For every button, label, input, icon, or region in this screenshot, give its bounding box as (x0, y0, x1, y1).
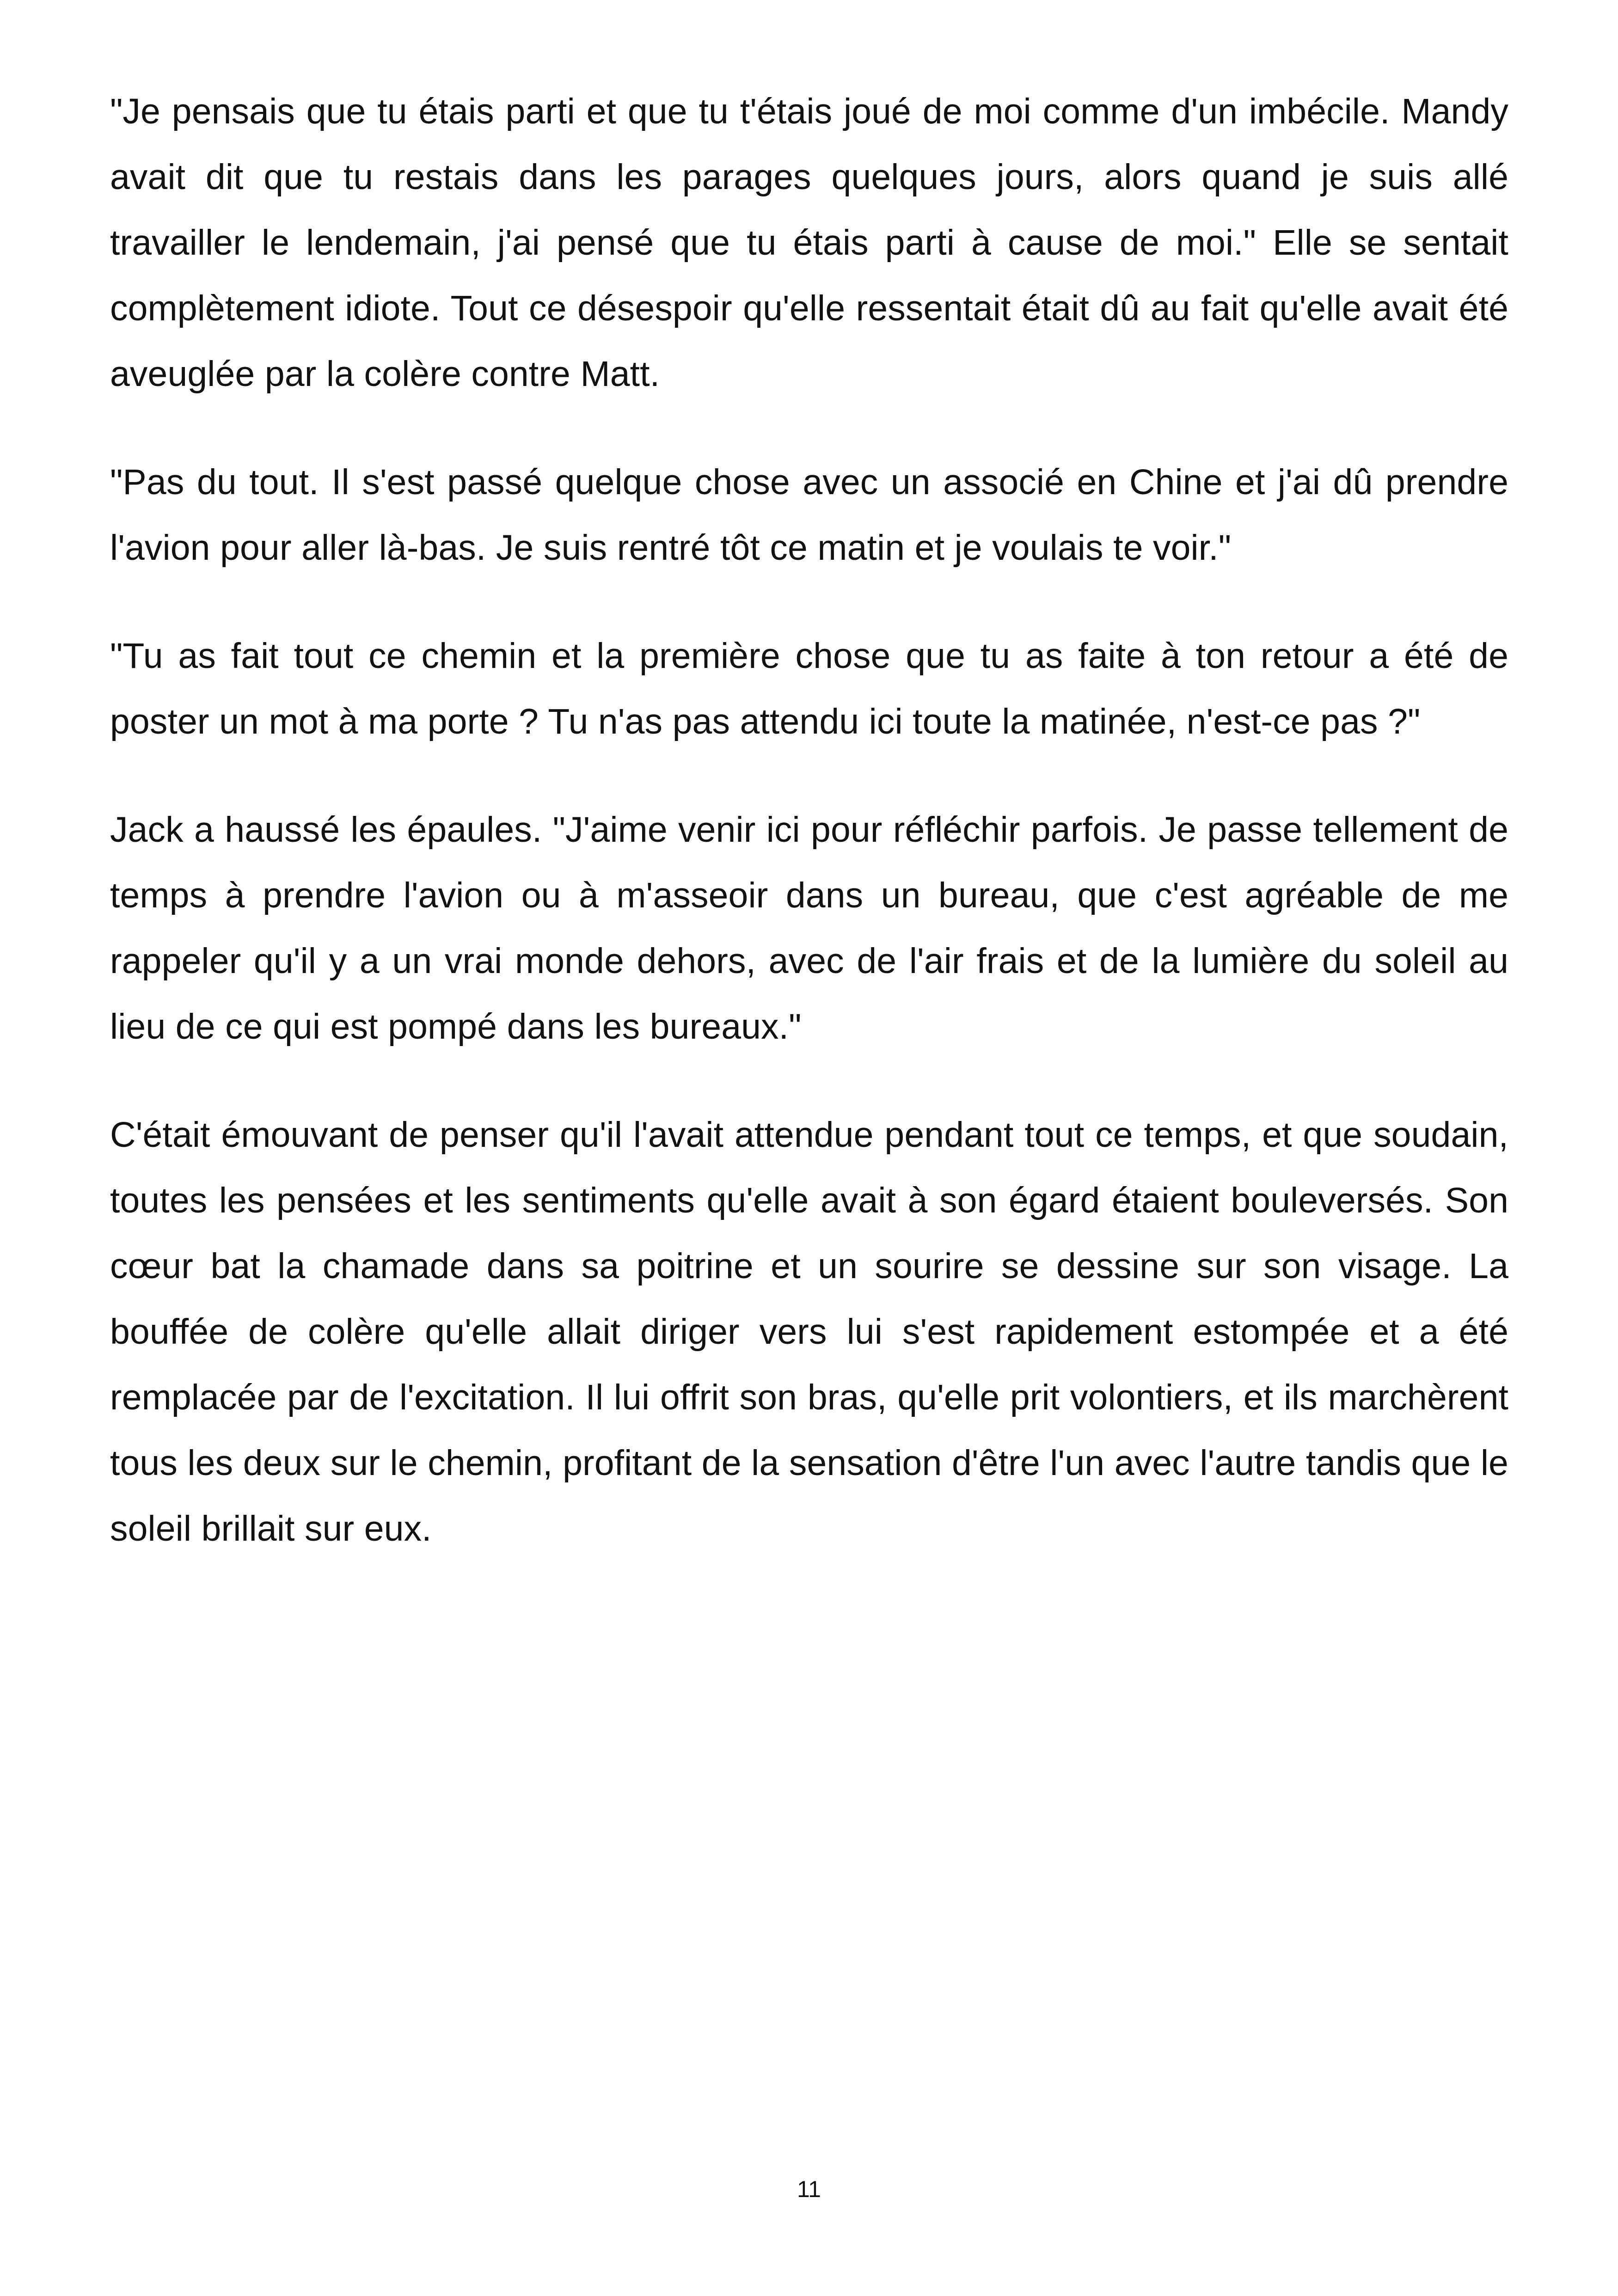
paragraph: "Je pensais que tu étais parti et que tu t'étais joué de moi comme d'un imbécile. Mandy avait dit que tu restais dans les parages quelques jours, alors quand je suis allé travailler le lendemain, j'ai pensé que tu étais parti à cause de moi." Elle se sentait complètement idiote. Tout ce désespoir qu'elle ressentait était dû au fait qu'elle avait été aveuglée par la colère contre Matt. (110, 92, 1508, 394)
paragraph: "Pas du tout. Il s'est passé quelque chose avec un associé en Chine et j'ai dû prendre l'avion pour aller là-bas. Je suis rentré tôt ce matin et je voulais te voir." (110, 462, 1508, 568)
paragraph: "Tu as fait tout ce chemin et la première chose que tu as faite à ton retour a été de poster un mot à ma porte ? Tu n'as pas attendu ici toute la matinée, n'est-ce pas ?" (110, 636, 1508, 741)
paragraph: Jack a haussé les épaules. "J'aime venir ici pour réfléchir parfois. Je passe tellement de temps à prendre l'avion ou à m'asseoir dans un bureau, que c'est agréable de me rappeler qu'il y a un vrai monde dehors, avec de l'air frais et de la lumière du soleil au lieu de ce qui est pompé dans les bureaux." (110, 810, 1508, 1047)
body-text (110, 79, 1508, 1604)
paragraph: C'était émouvant de penser qu'il l'avait attendue pendant tout ce temps, et que soudain, toutes les pensées et les sentiments qu'elle avait à son égard étaient bouleversés. Son cœur bat la chamade dans sa poitrine et un sourire se dessine sur son visage. La bouffée de colère qu'elle allait diriger vers lui s'est rapidement estompée et a été remplacée par de l'excitation. Il lui offrit son bras, qu'elle prit volontiers, et ils marchèrent tous les deux sur le chemin, profitant de la sensation d'être l'un avec l'autre tandis que le soleil brillait sur eux. (110, 1115, 1508, 1549)
page-number: 11 (797, 2176, 821, 2202)
